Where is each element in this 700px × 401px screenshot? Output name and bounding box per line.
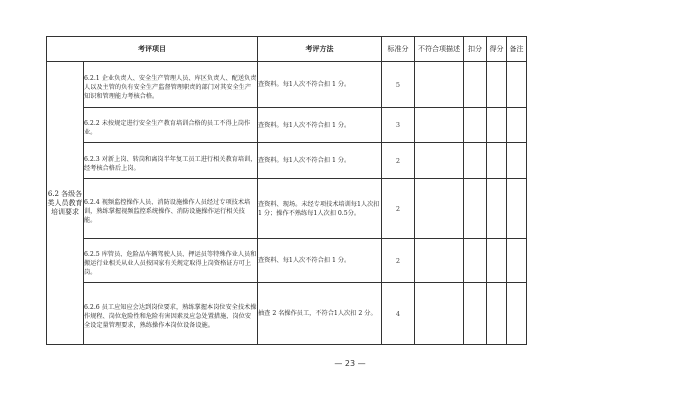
nonconform-cell [415, 239, 464, 283]
deduct-cell [464, 283, 487, 345]
nonconform-cell [415, 62, 464, 108]
deduct-cell [464, 62, 487, 108]
nonconform-cell [415, 143, 464, 179]
score-cell: 5 [382, 62, 415, 108]
deduct-cell [464, 143, 487, 179]
table-row [47, 62, 527, 108]
score-cell: 2 [382, 239, 415, 283]
score-cell: 3 [382, 108, 415, 143]
score-cell: 2 [382, 143, 415, 179]
remark-cell [507, 108, 527, 143]
header-deduct: 扣分 [464, 37, 487, 62]
header-item: 考评项目 [47, 37, 258, 62]
remark-cell [507, 239, 527, 283]
get-cell [487, 143, 507, 179]
get-cell [487, 62, 507, 108]
header-score: 标准分 [382, 37, 415, 62]
score-cell: 4 [382, 283, 415, 345]
remark-cell [507, 283, 527, 345]
item-text: 6.2.3 对新上岗、转岗和离岗半年复工员工进行相关教育培训，经考核合格后上岗。 [84, 155, 257, 172]
item-text: 6.2.4 视频监控操作人员、消防设施操作人员经过专项技术培训，熟练掌握视频监控系统操作、消防设施操作运行相关技能。 [84, 199, 251, 224]
method-cell: 查资料、每1人次不符合扣 1 分。 [258, 239, 382, 283]
table-row [47, 108, 527, 143]
remark-cell [507, 143, 527, 179]
method-cell: 查资料。每1人次不符合扣 1 分。 [258, 62, 382, 108]
header-remark: 备注 [507, 37, 527, 62]
header-nonconform: 不符合项描述 [415, 37, 464, 62]
nonconform-cell [415, 108, 464, 143]
table-row [47, 143, 527, 179]
table-row [47, 179, 527, 239]
item-text: 6.2.2 未按规定进行安全生产教育培训合格的员工不得上岗作业。 [84, 120, 251, 136]
deduct-cell [464, 108, 487, 143]
method-cell: 抽查 2 名操作员工，不符合1人次扣 2 分。 [258, 283, 382, 345]
table-row [47, 283, 527, 345]
get-cell [487, 108, 507, 143]
get-cell [487, 179, 507, 239]
score-cell: 2 [382, 179, 415, 239]
item-cell [84, 108, 258, 143]
nonconform-cell [415, 283, 464, 345]
deduct-cell [464, 239, 487, 283]
item-text: 6.2.5 库管员、危险品车辆驾驶人员、押运员等特殊作业人员和搬运行业相关从业人员按国家有关规定取得上岗资格证方可上岗。 [84, 251, 257, 276]
page-number: — 23 — [334, 359, 366, 368]
remark-cell [507, 179, 527, 239]
get-cell [487, 239, 507, 283]
item-cell [84, 62, 258, 108]
header-method: 考评方法 [258, 37, 382, 62]
evaluation-table [46, 36, 527, 345]
method-cell: 查资料。每1人次不符合扣 1 分。 [258, 143, 382, 179]
table-header-row [47, 37, 527, 62]
category-cell: 6.2 各级各类人员教育培训要求 [47, 62, 84, 345]
method-cell: 查资料。每1人次不符合扣 1 分。 [258, 108, 382, 143]
item-cell [84, 143, 258, 179]
table-row [47, 239, 527, 283]
item-cell [84, 179, 258, 239]
item-text: 6.2.6 员工应知应会达到岗位要求，熟练掌握本岗位安全技术操作规程、岗位危险性和危险有害因素及应急处置措施、岗位安全设定量管理要求，熟练操作本岗位设备设施。 [84, 304, 257, 329]
item-cell [84, 283, 258, 345]
header-get: 得分 [487, 37, 507, 62]
item-cell [84, 239, 258, 283]
remark-cell [507, 62, 527, 108]
deduct-cell [464, 179, 487, 239]
method-cell: 查资料、现场。未经专项技术培训每1人次扣 1 分；操作不熟练每1人次扣 0.5分。 [258, 179, 382, 239]
get-cell [487, 283, 507, 345]
nonconform-cell [415, 179, 464, 239]
item-text: 6.2.1 企业负责人、安全生产管理人员、库区负责人、配送负责人以及主管的负有安全生产监督管理职责的部门对其安全生产知识和管理能力考核合格。 [84, 75, 257, 100]
